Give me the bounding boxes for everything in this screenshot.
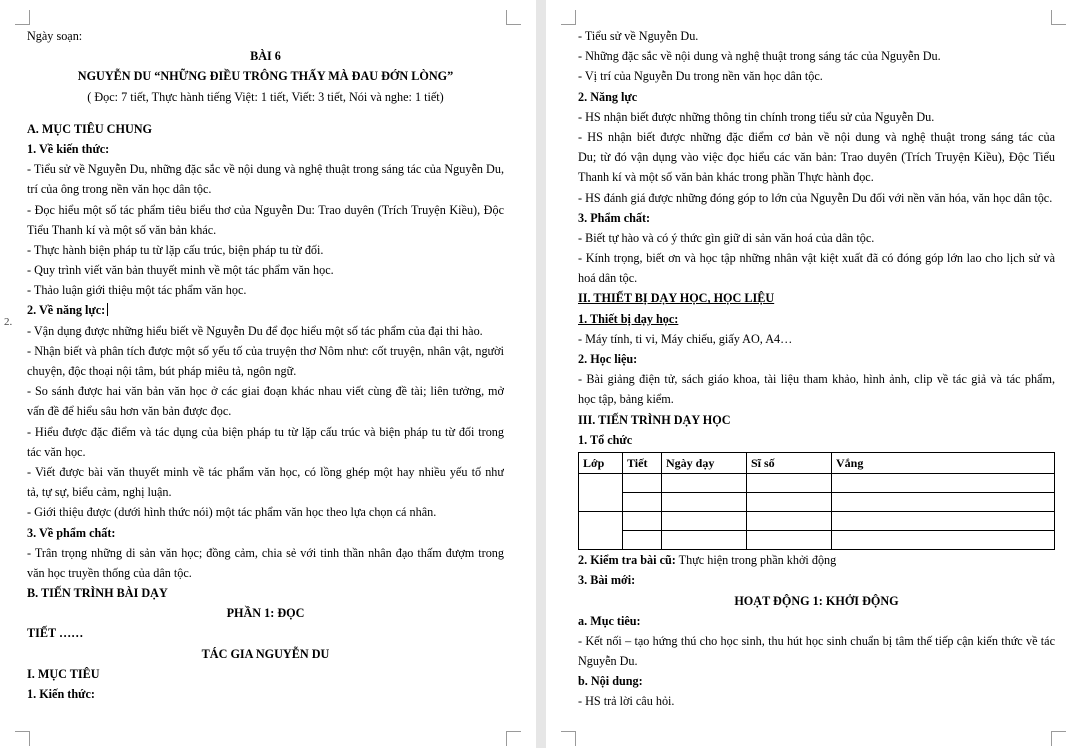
table-cell[interactable] [579, 474, 623, 512]
table-cell[interactable] [662, 474, 747, 493]
skills-line: - HS đánh giá được những đóng góp to lớn của Nguyễn Du đối với nền văn hóa, văn học dân tộc. [578, 190, 1053, 205]
table-cell[interactable] [623, 474, 662, 493]
table-cell[interactable] [623, 531, 662, 550]
quality-line: - Kính trọng, biết ơn và học tập những nhân vật kiệt xuất đã có đóng góp lớn lao cho lịch sử và [578, 251, 1055, 266]
materials-line: học tập, bảng kiểm. [578, 392, 674, 407]
quality-line: hoá dân tộc. [578, 271, 638, 286]
time-allocation: ( Đọc: 7 tiết, Thực hành tiếng Việt: 1 tiết, Viết: 3 tiết, Nói và nghe: 1 tiết) [87, 89, 444, 104]
table-cell[interactable] [832, 474, 1055, 493]
table-cell[interactable] [662, 493, 747, 512]
table-header-cell: Sĩ số [747, 452, 832, 473]
content-subheading: b. Nội dung: [578, 674, 643, 689]
section-a-heading: A. MỤC TIÊU CHUNG [27, 121, 153, 136]
attendance-table[interactable] [578, 452, 1055, 550]
skills-line: - Hiểu được đặc điểm và tác dụng của biện pháp tu từ lặp cấu trúc và biện pháp tu từ đối trong [27, 424, 504, 439]
skills-heading: 2. Năng lực [578, 89, 638, 104]
equipment-subheading: 1. Thiết bị dạy học: [578, 311, 679, 326]
table-row [579, 512, 1055, 531]
table-cell[interactable] [832, 512, 1055, 531]
skills-line: Du; từ đó vận dụng vào việc đọc hiểu các văn bản: Trao duyên (Trích Truyện Kiều), Độc Tiểu [578, 150, 1055, 165]
left-page-text[interactable] [27, 26, 504, 704]
crop-mark [506, 731, 521, 746]
skills-line: tác văn học. [27, 444, 86, 459]
quality-line: văn học truyền thống của dân tộc. [27, 565, 192, 580]
quality-heading: 3. Phẩm chất: [578, 210, 651, 225]
section-b-heading: B. TIẾN TRÌNH BÀI DẠY [27, 586, 168, 601]
text-cursor [107, 303, 108, 316]
skills-line: vấn đề để hiểu sâu hơn văn bản được đọc. [27, 404, 232, 419]
knowledge-line: - Vị trí của Nguyễn Du trong nền văn học dân tộc. [578, 69, 823, 84]
lesson-title: NGUYỄN DU “NHỮNG ĐIỀU TRÔNG THẤY MÀ ĐAU ĐỚN LÒNG” [77, 69, 454, 84]
check-text: Thực hiện trong phần khởi động [675, 553, 837, 568]
table-cell[interactable] [662, 531, 747, 550]
crop-mark [561, 731, 576, 746]
skills-heading [27, 300, 504, 320]
old-lesson-check [578, 550, 1055, 570]
crop-mark [15, 731, 30, 746]
table-cell[interactable] [832, 531, 1055, 550]
skills-line: - Giới thiệu được (dưới hình thức nói) một tác phẩm văn học theo lựa chọn cá nhân. [27, 505, 437, 520]
table-header-cell: Tiết [623, 452, 662, 473]
knowledge-line: - Tiểu sử về Nguyễn Du. [578, 29, 699, 43]
table-cell[interactable] [832, 493, 1055, 512]
materials-subheading: 2. Học liệu: [578, 352, 638, 366]
skills-line: Thanh kí và một số văn bản khác trong phần Thực hành đọc. [578, 170, 874, 185]
table-header-cell: Vắng [832, 452, 1055, 473]
knowledge-subheading: 1. Kiến thức: [27, 687, 95, 701]
skills-line: tả, tự sự, biểu cảm, nghị luận. [27, 485, 172, 500]
materials-line: - Bài giảng điện tử, sách giáo khoa, tài liệu tham khảo, hình ảnh, clip về tác giả và tác phẩm, [578, 372, 1055, 387]
crop-mark [506, 10, 521, 25]
skills-line: - Viết được bài văn thuyết minh về tác phẩm văn học, có lồng ghép một hay nhiều yếu tố như [27, 464, 504, 479]
knowledge-line: - Thực hành biện pháp tu từ lặp cấu trúc, biện pháp tu từ đối. [27, 242, 324, 257]
content-line: - HS trả lời câu hỏi. [578, 694, 675, 709]
knowledge-line: Tiểu Thanh kí và một số văn bản khác. [27, 222, 217, 237]
table-cell[interactable] [747, 531, 832, 550]
skills-line: - Nhận biết và phân tích được một số yếu tố của truyện thơ Nôm như: cốt truyện, nhân vật, người [27, 343, 504, 358]
check-label: 2. Kiểm tra bài cũ: [578, 553, 676, 568]
knowledge-line: - Tiểu sử về Nguyễn Du, những đặc sắc về nội dung và nghệ thuật trong sáng tác của Nguyễn Du, [27, 162, 504, 177]
period-line: TIẾT …… [27, 626, 84, 641]
skills-line: - Vận dụng được những hiểu biết về Nguyễn Du để đọc hiểu một số tác phẩm của đại thi hào. [27, 323, 483, 338]
crop-mark [15, 10, 30, 25]
table-row [579, 493, 1055, 512]
table-cell[interactable] [623, 493, 662, 512]
quality-line: - Trân trọng những di sản văn học; đồng cảm, chia sẻ với tinh thần nhân đạo thấm đượm trong [27, 545, 504, 560]
skills-heading-text: 2. Về năng lực: [27, 303, 106, 318]
crop-mark [1051, 731, 1066, 746]
table-header-cell: Lớp [579, 452, 623, 473]
activity-title: HOẠT ĐỘNG 1: KHỞI ĐỘNG [734, 593, 899, 608]
document-page-right [546, 0, 1081, 748]
right-page-text[interactable] [578, 26, 1055, 712]
table-cell[interactable] [579, 512, 623, 550]
knowledge-line: trí của ông trong nền văn học dân tộc. [27, 182, 212, 197]
table-cell[interactable] [747, 474, 832, 493]
table-row [579, 474, 1055, 493]
table-header-row [579, 452, 1055, 473]
crop-mark [1051, 10, 1066, 25]
crop-mark [561, 10, 576, 25]
equipment-line: - Máy tính, ti vi, Máy chiếu, giấy AO, A4… [578, 331, 793, 346]
part-title: PHẦN 1: ĐỌC [226, 606, 305, 621]
knowledge-line: - Đọc hiểu một số tác phẩm tiêu biểu thơ của Nguyễn Du: Trao duyên (Trích Truyện Kiều), Độc [27, 202, 504, 217]
quality-line: - Biết tự hào và có ý thức gìn giữ di sản văn hoá của dân tộc. [578, 230, 875, 245]
knowledge-heading: 1. Về kiến thức: [27, 141, 110, 156]
goal-line: - Kết nối – tạo hứng thú cho học sinh, thu hút học sinh chuẩn bị tâm thế tiếp cận kiến thức về tác [578, 633, 1055, 648]
objectives-heading: I. MỤC TIÊU [27, 666, 100, 681]
new-lesson-heading: 3. Bài mới: [578, 573, 636, 588]
document-page-left [0, 0, 536, 748]
lesson-number: BÀI 6 [250, 49, 281, 64]
goal-line: Nguyễn Du. [578, 654, 638, 669]
skills-line: chuyện, độc thoại nội tâm, bút pháp miêu tả, ngôn ngữ. [27, 364, 297, 378]
skills-line: - HS nhận biết được những thông tin chính trong tiểu sử của Nguyễn Du. [578, 109, 935, 124]
skills-line: - HS nhận biết được những đặc điểm cơ bản về nội dung và nghệ thuật trong sáng tác của [578, 129, 1055, 144]
equipment-heading: II. THIẾT BỊ DẠY HỌC, HỌC LIỆU [578, 291, 775, 306]
table-cell[interactable] [662, 512, 747, 531]
table-cell[interactable] [623, 512, 662, 531]
skills-line: - So sánh được hai văn bản văn học ở các giai đoạn khác nhau viết cùng đề tài; liên tưởng, mở [27, 384, 504, 399]
process-heading: III. TIẾN TRÌNH DẠY HỌC [578, 412, 731, 427]
table-row [579, 531, 1055, 550]
goal-subheading: a. Mục tiêu: [578, 613, 641, 628]
knowledge-line: - Thảo luận giới thiệu một tác phẩm văn học. [27, 283, 247, 298]
author-title: TÁC GIA NGUYỄN DU [201, 646, 330, 661]
gutter-mark: 2. [4, 316, 13, 328]
table-header-cell: Ngày dạy [662, 452, 747, 473]
page-gap [536, 0, 546, 748]
organize-subheading: 1. Tổ chức [578, 432, 633, 447]
table-cell[interactable] [747, 493, 832, 512]
knowledge-line: - Những đặc sắc về nội dung và nghệ thuật trong sáng tác của Nguyễn Du. [578, 49, 941, 64]
quality-heading: 3. Về phẩm chất: [27, 525, 116, 540]
date-line: Ngày soạn: [27, 29, 83, 43]
knowledge-line: - Quy trình viết văn bản thuyết minh về một tác phẩm văn học. [27, 263, 334, 278]
table-cell[interactable] [747, 512, 832, 531]
